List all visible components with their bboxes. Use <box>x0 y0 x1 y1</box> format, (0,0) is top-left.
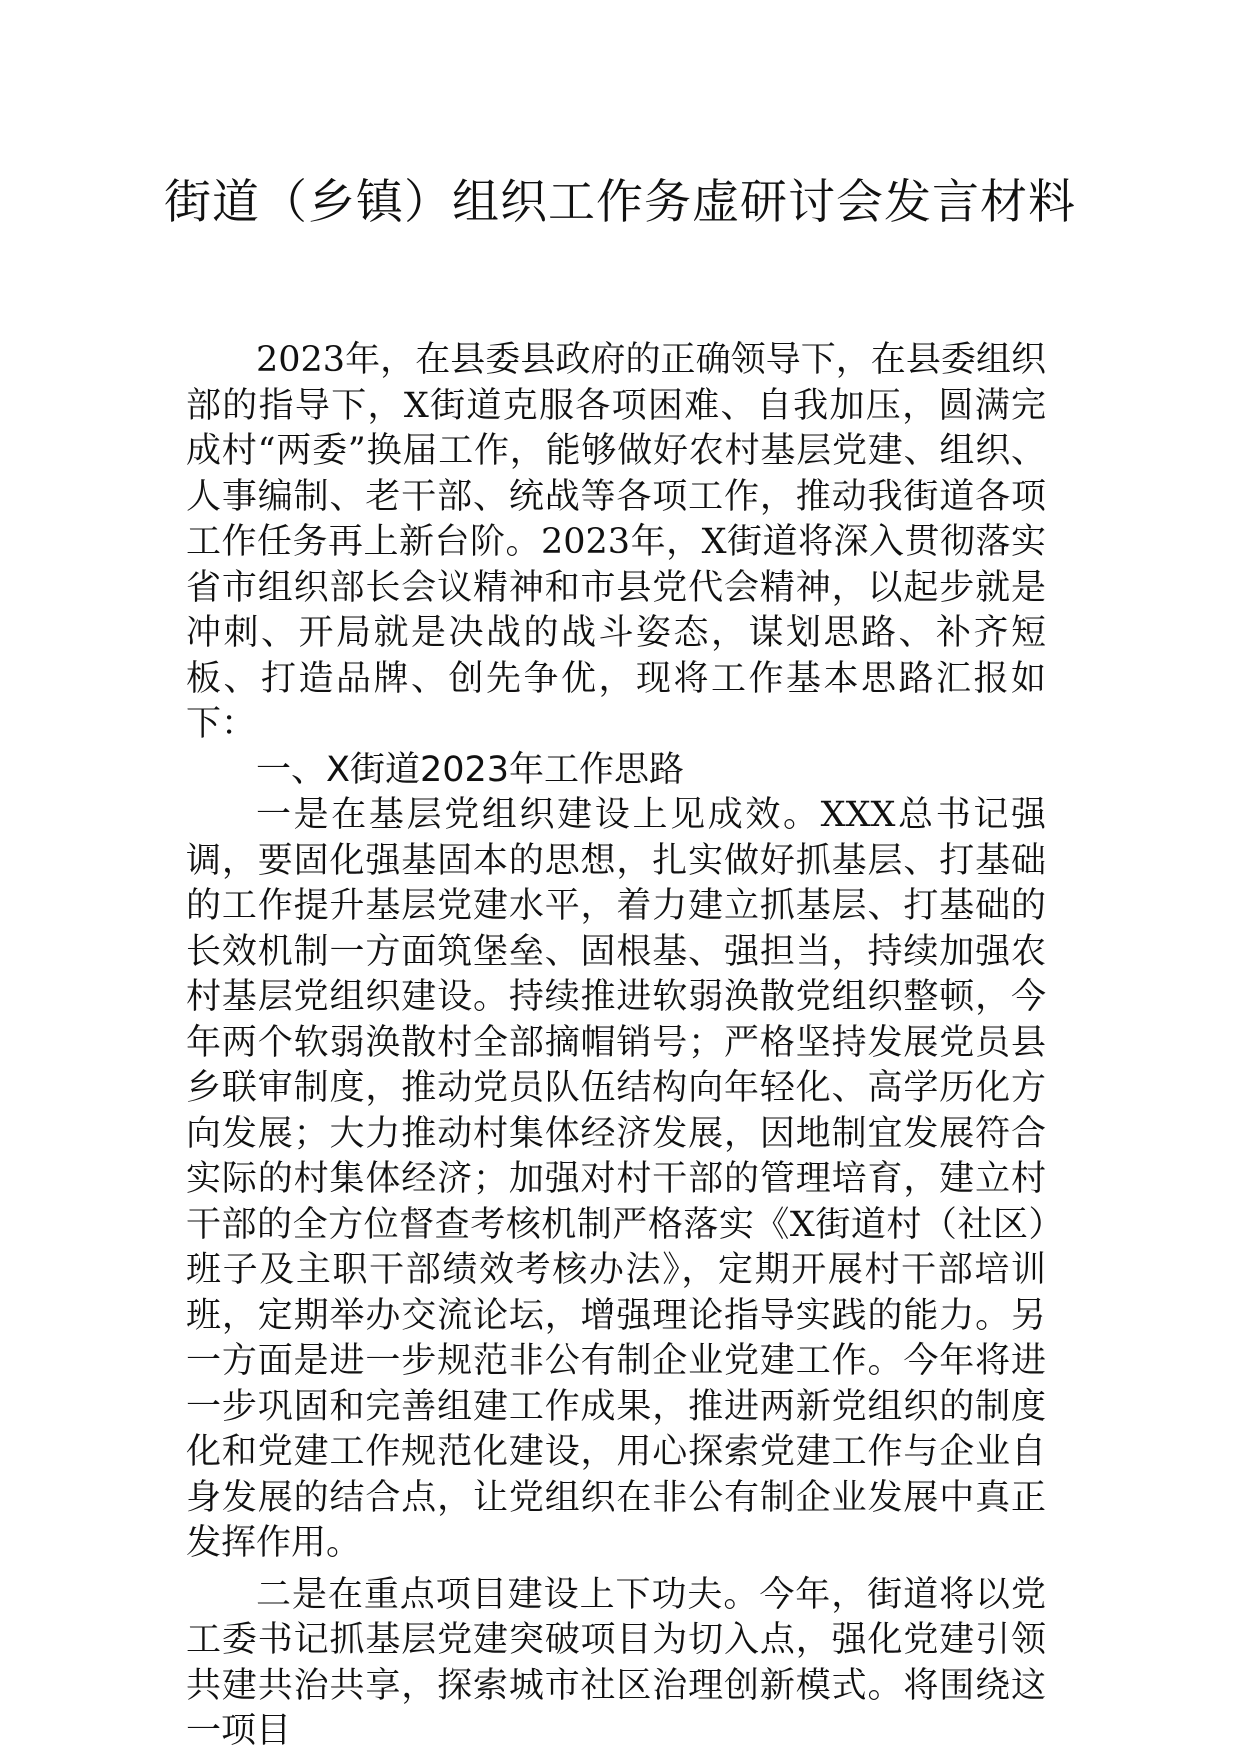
point-one-paragraph: 一是在基层党组织建设上见成效。XXX总书记强调，要固化强基固本的思想，扎实做好抓基层、打基础的工作提升基层党建水平，着力建立抓基层、打基础的长效机制一方面筑堡垒、固根基、强担当，持续加强农村基层党组织建设。持续推进软弱涣散党组织整顿，今年两个软弱涣散村全部摘帽销号；严格坚持发展党员县乡联审制度，推动党员队伍结构向年轻化、高学历化方向发展；大力推动村集体经济发展，因地制宜发展符合实际的村集体经济；加强对村干部的管理培育，建立村干部的全方位督查考核机制严格落实《X街道村（社区）班子及主职干部绩效考核办法》，定期开展村干部培训班，定期举办交流论坛，增强理论指导实践的能力。另一方面是进一步规范非公有制企业党建工作。今年将进一步巩固和完善组建工作成果，推进两新党组织的制度化和党建工作规范化建设，用心探索党建工作与企业自身发展的结合点，让党组织在非公有制企业发展中真正发挥作用。 <box>186 795 1046 1563</box>
point-two-paragraph: 二是在重点项目建设上下功夫。今年，街道将以党工委书记抓基层党建突破项目为切入点，强化党建引领共建共治共享，探索城市社区治理创新模式。将围绕这一项目 <box>186 1574 1046 1751</box>
document-body <box>186 338 1046 1755</box>
intro-paragraph: 2023年，在县委县政府的正确领导下，在县委组织部的指导下，X街道克服各项困难、自我加压，圆满完成村“两委”换届工作，能够做好农村基层党建、组织、人事编制、老干部、统战等各项工作，推动我街道各项工作任务再上新台阶。2023年，X街道将深入贯彻落实省市组织部长会议精神和市县党代会精神，以起步就是冲刺、开局就是决战的战斗姿态，谋划思路、补齐短板、打造品牌、创先争优，现将工作基本思路汇报如下： <box>186 340 1046 744</box>
section-heading: 一、X街道2023年工作思路 <box>256 749 685 790</box>
document-title: 街道（乡镇）组织工作务虚研讨会发言材料 <box>164 175 1076 230</box>
